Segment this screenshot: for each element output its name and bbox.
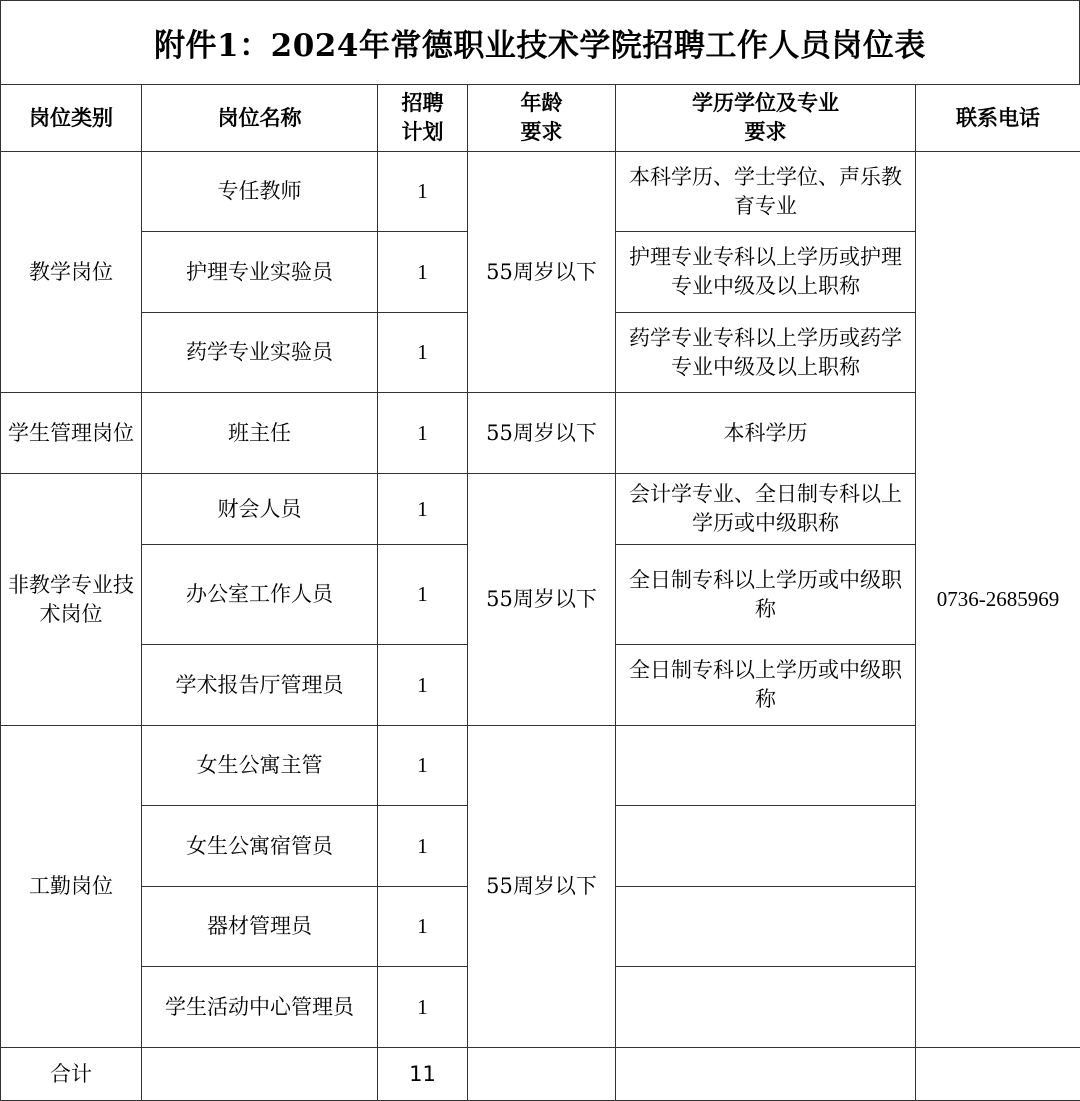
age-cell: 55周岁以下 [468,393,616,474]
plan-cell: 1 [378,152,468,232]
header-phone: 联系电话 [916,85,1080,152]
header-age: 年龄 要求 [468,85,616,152]
plan-cell: 1 [378,726,468,806]
plan-cell: 1 [378,545,468,645]
education-cell: 本科学历 [616,393,916,474]
plan-cell: 1 [378,232,468,313]
plan-cell: 1 [378,967,468,1048]
total-plan: 11 [378,1048,468,1101]
position-cell: 学术报告厅管理员 [142,645,378,726]
empty-cell [916,1048,1080,1101]
category-cell: 教学岗位 [1,152,142,393]
plan-cell: 1 [378,645,468,726]
education-cell: 本科学历、学士学位、声乐教育专业 [616,152,916,232]
education-cell [616,967,916,1048]
age-cell: 55周岁以下 [468,726,616,1048]
header-category: 岗位类别 [1,85,142,152]
education-cell: 药学专业专科以上学历或药学专业中级及以上职称 [616,313,916,393]
position-cell: 专任教师 [142,152,378,232]
position-cell: 学生活动中心管理员 [142,967,378,1048]
education-cell: 全日制专科以上学历或中级职称 [616,645,916,726]
plan-cell: 1 [378,474,468,545]
empty-cell [468,1048,616,1101]
category-cell: 工勤岗位 [1,726,142,1048]
position-cell: 药学专业实验员 [142,313,378,393]
header-plan: 招聘 计划 [378,85,468,152]
total-label: 合计 [1,1048,142,1101]
education-cell [616,806,916,887]
category-cell: 学生管理岗位 [1,393,142,474]
position-cell: 班主任 [142,393,378,474]
plan-cell: 1 [378,806,468,887]
position-cell: 女生公寓主管 [142,726,378,806]
age-cell: 55周岁以下 [468,474,616,726]
age-cell: 55周岁以下 [468,152,616,393]
plan-cell: 1 [378,887,468,967]
education-cell: 会计学专业、全日制专科以上学历或中级职称 [616,474,916,545]
position-cell: 办公室工作人员 [142,545,378,645]
header-position: 岗位名称 [142,85,378,152]
plan-cell: 1 [378,393,468,474]
position-cell: 女生公寓宿管员 [142,806,378,887]
position-cell: 财会人员 [142,474,378,545]
header-row [1,85,1080,152]
education-cell [616,887,916,967]
table-row [1,152,1080,232]
plan-cell: 1 [378,313,468,393]
empty-cell [142,1048,378,1101]
position-cell: 护理专业实验员 [142,232,378,313]
category-cell: 非教学专业技术岗位 [1,474,142,726]
empty-cell [616,1048,916,1101]
education-cell [616,726,916,806]
education-cell: 护理专业专科以上学历或护理专业中级及以上职称 [616,232,916,313]
positions-table [0,84,1080,1101]
document-title: 附件1：2024年常德职业技术学院招聘工作人员岗位表 [0,0,1080,84]
phone-cell: 0736-2685969 [916,152,1080,1048]
total-row [1,1048,1080,1101]
education-cell: 全日制专科以上学历或中级职称 [616,545,916,645]
position-cell: 器材管理员 [142,887,378,967]
header-education: 学历学位及专业 要求 [616,85,916,152]
